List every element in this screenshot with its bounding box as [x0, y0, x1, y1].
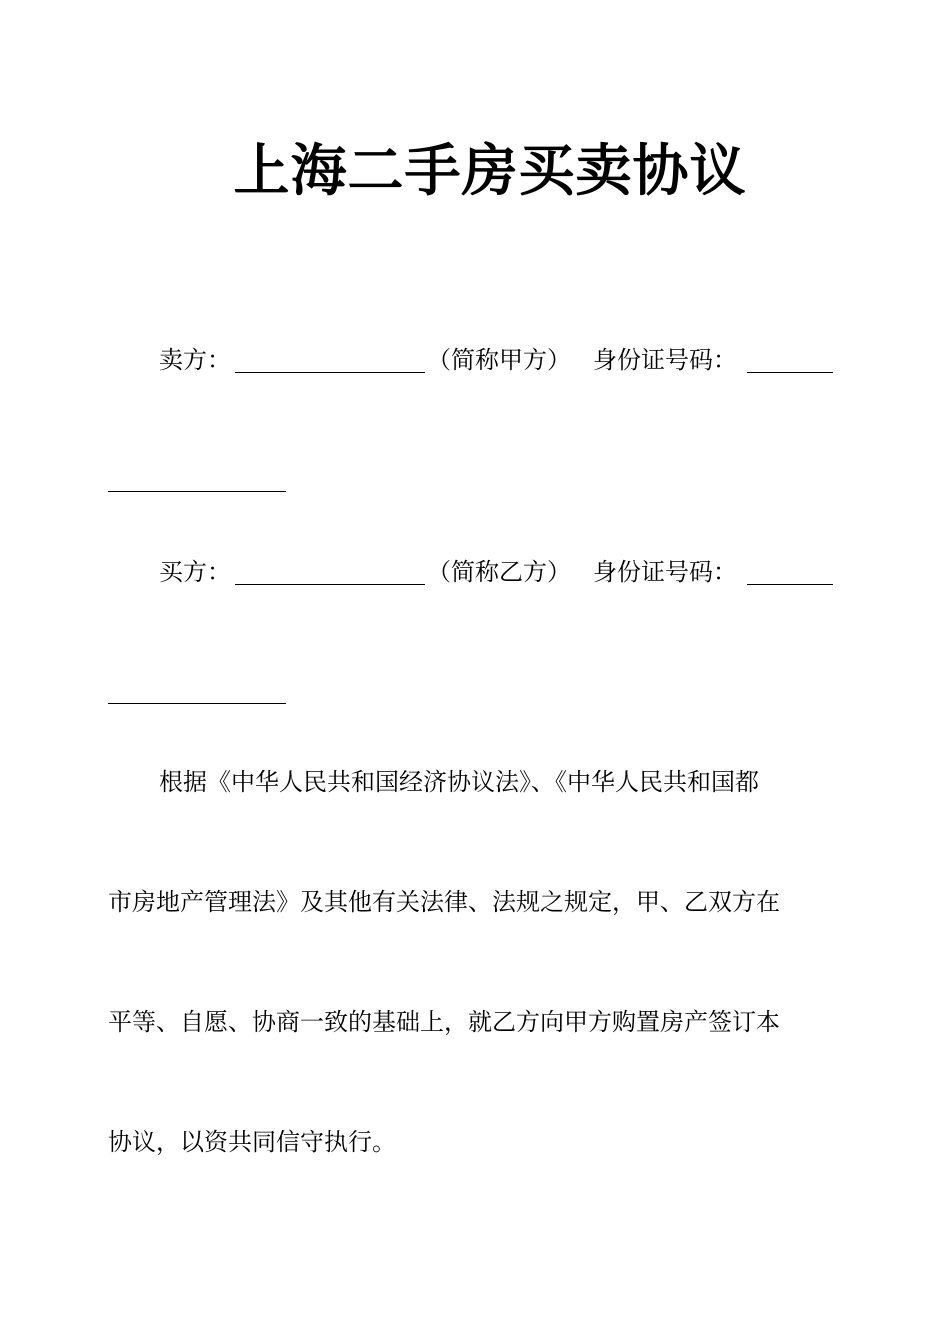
document-title: 上海二手房买卖协议 — [233, 139, 747, 204]
preamble-line: 平等、自愿、协商一致的基础上，就乙方向甲方购置房产签订本 — [108, 1008, 780, 1036]
seller-id-blank — [747, 372, 833, 373]
buyer-name-blank — [235, 584, 425, 585]
buyer-id-blank — [747, 584, 833, 585]
seller-name-blank — [235, 372, 425, 373]
seller-row — [159, 344, 839, 376]
seller-abbr: （简称甲方） — [427, 346, 571, 374]
preamble-line: 市房地产管理法》及其他有关法律、法规之规定，甲、乙双方在 — [108, 888, 780, 916]
preamble-line: 根据《中华人民共和国经济协议法》、《中华人民共和国都 — [159, 768, 759, 796]
preamble-line: 协议，以资共同信守执行。 — [108, 1128, 396, 1156]
seller-id-blank-continued — [108, 491, 286, 492]
buyer-row — [159, 556, 839, 588]
buyer-id-blank-continued — [108, 703, 286, 704]
seller-id-label: 身份证号码： — [593, 346, 737, 374]
seller-label: 卖方： — [159, 346, 231, 374]
buyer-label: 买方： — [159, 558, 231, 586]
buyer-abbr: （简称乙方） — [427, 558, 571, 586]
buyer-id-label: 身份证号码： — [593, 558, 737, 586]
